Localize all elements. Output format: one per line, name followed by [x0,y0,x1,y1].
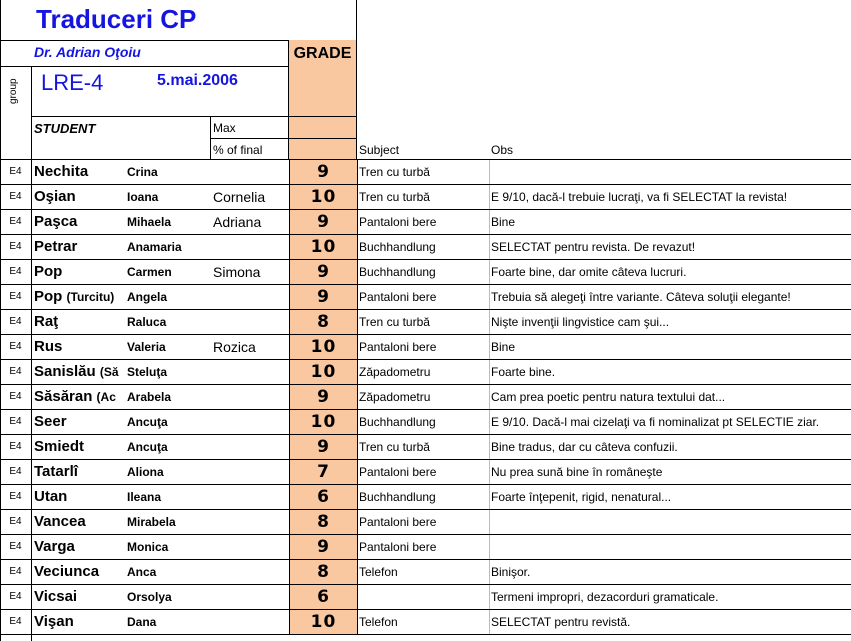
last-name-cell: Vicsai [34,588,78,605]
table-row [0,385,851,410]
observation-cell [491,535,851,559]
observation-cell: Nu prea sună bine în româneşte [491,465,663,479]
observation-cell: Binişor. [491,565,531,579]
column-separator [489,385,490,409]
column-separator [489,235,490,259]
subject-cell: Tren cu turbă [359,315,430,329]
table-row [0,460,851,485]
observation-cell: E 9/10, dacă-l trebuie lucraţi, va fi SELECTAT la revista! [491,190,788,204]
last-name-cell: Pop (Turcitu) [34,288,115,305]
table-row [0,235,851,260]
column-separator [489,285,490,309]
second-name-cell [213,385,288,409]
column-separator [489,210,490,234]
title-divider [0,40,289,41]
group-cell: E4 [0,235,32,259]
group-cell: E4 [0,360,32,384]
subject-cell: Zăpadometru [359,390,431,404]
second-name-cell [213,235,288,259]
column-separator [489,310,490,334]
last-name-cell: Utan [34,488,68,505]
column-separator [489,535,490,559]
second-name-cell: Cornelia [213,189,266,205]
last-name-note: (Să [99,365,119,379]
second-name-cell [213,560,288,584]
last-name-cell: Vişan [34,613,74,630]
group-cell: E4 [0,560,32,584]
column-separator [489,485,490,509]
group-cell: E4 [0,335,32,359]
first-name-cell: Valeria [127,340,166,354]
group-cell: E4 [0,185,32,209]
observation-cell: Termeni impropri, dezacorduri gramaticale. [491,590,719,604]
table-row [0,185,851,210]
grade-header: GRADE [293,45,352,62]
grade-divider-1 [289,116,356,117]
last-name-cell: Nechita [34,163,89,180]
subject-cell: Pantaloni bere [359,290,437,304]
last-name-cell: Petrar [34,238,78,255]
last-name-cell: Sanislău (Să [34,363,119,380]
column-separator [489,560,490,584]
last-name-cell: Veciunca [34,563,100,580]
grade-cell: 10 [289,185,358,209]
subject-cell: Pantaloni bere [359,465,437,479]
subject-cell: Pantaloni bere [359,540,437,554]
first-name-cell: Ancuţa [127,440,168,454]
grade-cell: 8 [289,310,358,334]
group-cell: E4 [0,410,32,434]
grade-cell: 9 [289,210,358,234]
grade-cell: 10 [289,235,358,259]
first-name-cell: Steluţa [127,365,168,379]
first-name-cell: Monica [127,540,169,554]
observation-cell: Bine tradus, dar cu câteva confuzii. [491,440,678,454]
last-name-cell: Rus [34,338,63,355]
group-cell: E4 [0,285,32,309]
grade-cell: 10 [289,360,358,384]
table-row [0,210,851,235]
first-name-cell: Ioana [127,190,159,204]
first-name-cell: Mihaela [127,215,172,229]
subject-cell: Pantaloni bere [359,340,437,354]
second-name-cell [213,460,288,484]
subject-cell: Tren cu turbă [359,165,430,179]
group-label: group [8,78,19,104]
second-name-cell [213,585,288,609]
last-name-cell: Pop [34,263,63,280]
observation-cell: SELECTAT pentru revistă. [491,615,631,629]
column-separator [489,360,490,384]
subject-cell [359,585,488,609]
author-name: Dr. Adrian Oţoiu [34,44,141,60]
group-cell: E4 [0,160,32,184]
second-name-cell [213,310,288,334]
first-name-cell: Mirabela [127,515,176,529]
observation-cell: Cam prea poetic pentru natura textului dat... [491,390,726,404]
second-name-cell [213,360,288,384]
table-row [0,585,851,610]
column-separator [489,510,490,534]
first-name-cell: Carmen [127,265,172,279]
observation-cell: Bine [491,340,516,354]
date: 5.mai.2006 [157,72,238,89]
column-separator [489,460,490,484]
observation-cell: Bine [491,215,516,229]
grade-cell: 9 [289,435,358,459]
last-name-cell: Varga [34,538,75,555]
table-row [0,260,851,285]
table-row [0,310,851,335]
grade-cell: 10 [289,335,358,359]
subject-cell: Telefon [359,615,398,629]
observation-cell: Foarte bine, dar omite câteva lucruri. [491,265,687,279]
grade-cell: 8 [289,560,358,584]
group-cell: E4 [0,460,32,484]
second-name-cell [213,435,288,459]
subject-cell: Buchhandlung [359,265,436,279]
second-name-cell [213,160,288,184]
table-row [0,435,851,460]
header-right-border [356,0,357,160]
last-name-note: (Ac [96,390,116,404]
column-separator [489,185,490,209]
second-name-cell: Rozica [213,339,256,355]
column-separator [489,160,490,184]
subject-cell: Buchhandlung [359,415,436,429]
max-label: Max [213,121,236,135]
last-name-cell: Săsăran (Ac [34,388,116,405]
group-cell: E4 [0,485,32,509]
grade-divider-2 [289,138,356,139]
second-name-cell [213,535,288,559]
table-row [0,160,851,185]
group-cell: E4 [0,310,32,334]
subject-cell: Buchhandlung [359,240,436,254]
group-cell: E4 [0,260,32,284]
second-name-cell: Adriana [213,214,262,230]
group-cell: E4 [0,535,32,559]
grade-cell: 7 [289,460,358,484]
first-name-cell: Crina [127,165,158,179]
column-separator [489,585,490,609]
grade-cell: 10 [289,610,358,634]
first-name-cell: Angela [127,290,168,304]
student-table [0,160,851,635]
second-name-cell [213,285,288,309]
last-name-cell: Raţ [34,313,59,330]
group-cell: E4 [0,610,32,634]
observation-cell: Trebuia să alegeţi între variante. Câteva soluţii elegante! [491,290,791,304]
first-name-cell: Aliona [127,465,164,479]
subject-cell: Telefon [359,565,398,579]
second-name-cell [213,485,288,509]
table-row [0,360,851,385]
pct-label: % of final [213,143,263,157]
observation-cell: Foarte înţepenit, rigid, nenatural... [491,490,672,504]
student-header: STUDENT [34,121,96,136]
group-cell: E4 [0,435,32,459]
subject-cell: Buchhandlung [359,490,436,504]
grade-cell: 9 [289,260,358,284]
second-name-cell: Simona [213,264,261,280]
subject-header: Subject [359,143,400,157]
last-name-cell: Oşian [34,188,76,205]
column-separator [489,410,490,434]
observation-cell: Nişte invenţii lingvistice cam şui... [491,315,670,329]
grade-cell: 8 [289,510,358,534]
first-name-cell: Arabela [127,390,172,404]
last-name-cell: Tatarlî [34,463,78,480]
observation-cell: SELECTAT pentru revista. De revazut! [491,240,696,254]
observation-cell [491,160,851,184]
column-separator [489,435,490,459]
grade-cell: 9 [289,285,358,309]
table-row [0,560,851,585]
last-name-cell: Vancea [34,513,86,530]
first-name-cell: Anca [127,565,157,579]
first-name-cell: Anamaria [127,240,182,254]
grade-cell: 10 [289,410,358,434]
subject-cell: Tren cu turbă [359,190,430,204]
group-cell: E4 [0,385,32,409]
second-name-cell [213,510,288,534]
table-row [0,535,851,560]
subject-cell: Zăpadometru [359,365,431,379]
table-row [0,285,851,310]
last-name-cell: Seer [34,413,67,430]
first-name-cell: Raluca [127,315,167,329]
observation-cell: Foarte bine. [491,365,556,379]
last-name-cell: Smiedt [34,438,85,455]
column-separator [489,610,490,634]
group-cell: E4 [0,210,32,234]
table-row [0,610,851,635]
grade-cell: 6 [289,485,358,509]
table-row [0,335,851,360]
table-row [0,510,851,535]
column-separator [489,260,490,284]
page-title: Traduceri CP [36,4,197,34]
grade-cell: 9 [289,160,358,184]
first-name-cell: Dana [127,615,157,629]
observation-cell [491,510,851,534]
subject-cell: Pantaloni bere [359,215,437,229]
grade-cell: 9 [289,385,358,409]
subject-cell: Tren cu turbă [359,440,430,454]
subject-cell: Pantaloni bere [359,515,437,529]
table-row [0,485,851,510]
first-name-cell: Ancuţa [127,415,168,429]
second-name-cell [213,610,288,634]
second-name-cell [213,410,288,434]
last-name-note: (Turcitu) [66,290,115,304]
first-name-cell: Orsolya [127,590,172,604]
grade-cell: 9 [289,535,358,559]
table-row [0,410,851,435]
last-name-cell: Paşca [34,213,78,230]
obs-header: Obs [491,143,514,157]
observation-cell: E 9/10. Dacă-l mai cizelaţi va fi nominalizat pt SELECTIE ziar. [491,415,820,429]
group-cell: E4 [0,585,32,609]
first-name-cell: Ileana [127,490,162,504]
group-cell: E4 [0,510,32,534]
max-column-border [210,116,211,160]
column-separator [489,335,490,359]
group-name: LRE-4 [41,70,104,95]
grade-cell: 6 [289,585,358,609]
